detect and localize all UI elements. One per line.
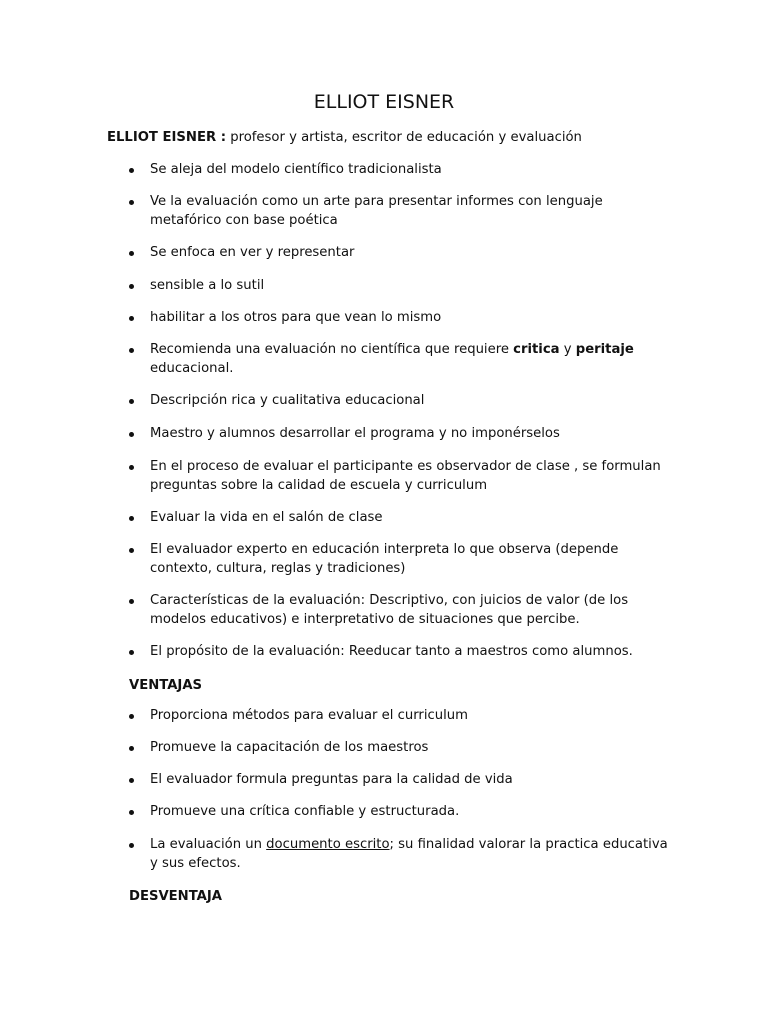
text-fragment: En el proceso de evaluar el participante es observador de clase , se formulan preguntas sobre la calidad de escuela y curriculum bbox=[150, 459, 661, 493]
list-item-text bbox=[150, 160, 670, 179]
bullet-icon bbox=[129, 599, 134, 604]
list-item-text bbox=[150, 738, 670, 757]
text-fragment: sensible a lo sutil bbox=[150, 278, 265, 293]
text-fragment: El propósito de la evaluación: Reeducar tanto a maestros como alumnos. bbox=[150, 644, 633, 659]
bullet-icon bbox=[129, 548, 134, 553]
list-item-text bbox=[150, 308, 670, 327]
bullet-icon bbox=[129, 316, 134, 321]
list-item-text bbox=[150, 706, 670, 725]
text-fragment: Descripción rica y cualitativa educacional bbox=[150, 393, 425, 408]
bullet-icon bbox=[129, 399, 134, 404]
list-item-text bbox=[150, 276, 670, 295]
text-fragment: Promueve una crítica confiable y estructurada. bbox=[150, 804, 460, 819]
text-fragment: El evaluador formula preguntas para la calidad de vida bbox=[150, 772, 513, 787]
list-item-text bbox=[150, 192, 670, 230]
list-item-text bbox=[150, 243, 670, 262]
text-fragment: Proporciona métodos para evaluar el curriculum bbox=[150, 708, 468, 723]
document-title: ELLIOT EISNER bbox=[313, 91, 455, 113]
emphasized-term: critica bbox=[513, 342, 560, 357]
bullet-icon bbox=[129, 843, 134, 848]
bullet-icon bbox=[129, 465, 134, 470]
bullet-icon bbox=[129, 650, 134, 655]
text-fragment: educacional. bbox=[150, 361, 234, 376]
list-item-text bbox=[150, 457, 670, 495]
desventaja-heading: DESVENTAJA bbox=[129, 889, 222, 904]
text-fragment: Promueve la capacitación de los maestros bbox=[150, 740, 429, 755]
intro-name: ELLIOT EISNER : bbox=[107, 130, 226, 145]
list-item-text bbox=[150, 642, 670, 661]
list-item-text bbox=[150, 591, 670, 629]
text-fragment: Se aleja del modelo científico tradicionalista bbox=[150, 162, 442, 177]
text-fragment: Maestro y alumnos desarrollar el programa y no imponérselos bbox=[150, 426, 560, 441]
list-item-text bbox=[150, 508, 670, 527]
list-item-text bbox=[150, 770, 670, 789]
bullet-icon bbox=[129, 432, 134, 437]
bullet-icon bbox=[129, 168, 134, 173]
list-item-text bbox=[150, 391, 670, 410]
emphasized-term: peritaje bbox=[575, 342, 634, 357]
text-fragment: El evaluador experto en educación interpreta lo que observa (depende contexto, cultura, reglas y tradiciones) bbox=[150, 542, 619, 576]
list-item-text bbox=[150, 424, 670, 443]
text-fragment: Evaluar la vida en el salón de clase bbox=[150, 510, 383, 525]
bullet-icon bbox=[129, 348, 134, 353]
text-fragment: Recomienda una evaluación no científica que requiere bbox=[150, 342, 514, 357]
list-item-text bbox=[150, 835, 670, 873]
text-fragment: Se enfoca en ver y representar bbox=[150, 245, 355, 260]
text-fragment: La evaluación un bbox=[150, 837, 267, 852]
bullet-icon bbox=[129, 810, 134, 815]
text-fragment: y bbox=[559, 342, 576, 357]
text-fragment: ; su finalidad valorar la practica educativa y sus efectos. bbox=[150, 837, 668, 871]
bullet-icon bbox=[129, 251, 134, 256]
bullet-icon bbox=[129, 200, 134, 205]
bullet-icon bbox=[129, 778, 134, 783]
list-item-text bbox=[150, 340, 670, 378]
text-fragment: Ve la evaluación como un arte para presentar informes con lenguaje metafórico con base poética bbox=[150, 194, 603, 228]
ventajas-heading: VENTAJAS bbox=[129, 678, 203, 693]
underlined-term: documento escrito bbox=[266, 837, 390, 852]
bullet-icon bbox=[129, 284, 134, 289]
text-fragment: habilitar a los otros para que vean lo mismo bbox=[150, 310, 442, 325]
list-item-text bbox=[150, 802, 670, 821]
bullet-icon bbox=[129, 714, 134, 719]
bullet-icon bbox=[129, 746, 134, 751]
bullet-icon bbox=[129, 516, 134, 521]
intro-paragraph bbox=[107, 128, 582, 147]
list-item-text bbox=[150, 540, 670, 578]
intro-text: profesor y artista, escritor de educación y evaluación bbox=[226, 130, 582, 145]
text-fragment: Características de la evaluación: Descriptivo, con juicios de valor (de los modelos educativos) e interpretativo de situaciones que percibe. bbox=[150, 593, 629, 627]
